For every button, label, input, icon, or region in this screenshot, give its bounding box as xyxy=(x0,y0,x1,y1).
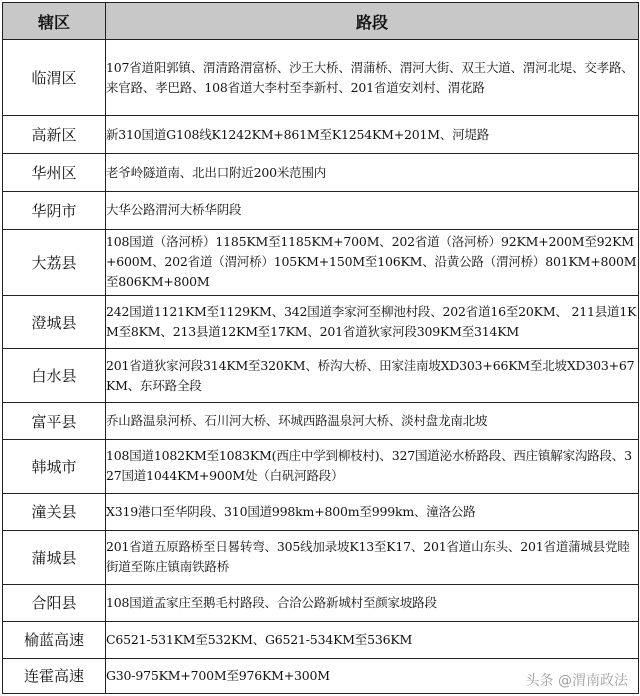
road-cell: 201省道五原路桥至日晷转弯、305线加录坡K13至K17、201省道山东头、201省道蒲城县党睦街道至陈庄镇南铁路桥 xyxy=(106,530,639,584)
district-cell: 合阳县 xyxy=(3,584,106,621)
table-row xyxy=(3,191,639,229)
road-cell: 108国道（洛河桥）1185KM至1185KM+700M、202省道（洛河桥）92KM+200M至92KM+600M、202省道（渭河桥）105KM+150M至106KM、沿黄公路（渭河桥）801KM+800M至806KM+800M xyxy=(106,229,639,295)
road-cell: 107省道阳郭镇、渭清路渭富桥、沙王大桥、渭蒲桥、渭河大街、双王大道、渭河北堤、交孝路、来官路、孝巴路、108省道大李村至李新村、201省道安刘村、渭花路 xyxy=(106,40,639,116)
district-column-header: 辖区 xyxy=(3,3,106,40)
table-row xyxy=(3,295,639,349)
district-cell: 临渭区 xyxy=(3,40,106,116)
road-cell: 大华公路渭河大桥华阴段 xyxy=(106,191,639,229)
road-section-table xyxy=(2,2,639,694)
watermark: 头条 @渭南政法 xyxy=(525,673,628,689)
road-cell: C6521-531KM至532KM、G6521-534KM至536KM xyxy=(106,621,639,658)
road-cell: 201省道狄家河段314KM至320KM、桥沟大桥、田家洼南坡XD303+66KM至北坡XD303+67KM、东环路全段 xyxy=(106,349,639,403)
table-row xyxy=(3,440,639,494)
table-row xyxy=(3,116,639,154)
road-cell: X319港口至华阴段、310国道998km+800m至999km、潼洛公路 xyxy=(106,493,639,530)
district-cell: 潼关县 xyxy=(3,493,106,530)
road-cell: 108国道孟家庄至鹅毛村路段、合洽公路新城村至颜家坡路段 xyxy=(106,584,639,621)
district-cell: 蒲城县 xyxy=(3,530,106,584)
table-header-row xyxy=(3,3,639,40)
road-cell: 老爷岭隧道南、北出口附近200米范围内 xyxy=(106,154,639,191)
table-row xyxy=(3,154,639,191)
road-column-header: 路段 xyxy=(106,3,639,40)
table-row xyxy=(3,349,639,403)
table-row xyxy=(3,621,639,658)
table-row xyxy=(3,530,639,584)
road-cell: 新310国道G108线K1242KM+861M至K1254KM+201M、河堤路 xyxy=(106,116,639,154)
table-row xyxy=(3,584,639,621)
district-cell: 澄城县 xyxy=(3,295,106,349)
table-row xyxy=(3,493,639,530)
road-cell: 乔山路温泉河桥、石川河大桥、环城西路温泉河大桥、淡村盘龙南北坡 xyxy=(106,403,639,440)
district-cell: 富平县 xyxy=(3,403,106,440)
road-cell: G30-975KM+700M至976KM+300M xyxy=(106,658,639,693)
district-cell: 高新区 xyxy=(3,116,106,154)
table-row xyxy=(3,40,639,116)
road-cell: 108国道1082KM至1083KM(西庄中学到柳枝村)、327国道泌水桥路段、西庄镇解家沟路段、327国道1044KM+900M处（白矾河路段） xyxy=(106,440,639,494)
district-cell: 白水县 xyxy=(3,349,106,403)
district-cell: 连霍高速 xyxy=(3,658,106,693)
district-cell: 榆蓝高速 xyxy=(3,621,106,658)
table-row xyxy=(3,658,639,693)
district-cell: 华阴市 xyxy=(3,191,106,229)
table-row xyxy=(3,403,639,440)
district-cell: 韩城市 xyxy=(3,440,106,494)
district-cell: 华州区 xyxy=(3,154,106,191)
road-cell: 242国道1121KM至1129KM、342国道李家河至柳池村段、202省道16至20KM、 211县道1KM至8KM、213县道12KM至17KM、201省道狄家河段309KM至314KM xyxy=(106,295,639,349)
table-row xyxy=(3,229,639,295)
district-cell: 大荔县 xyxy=(3,229,106,295)
